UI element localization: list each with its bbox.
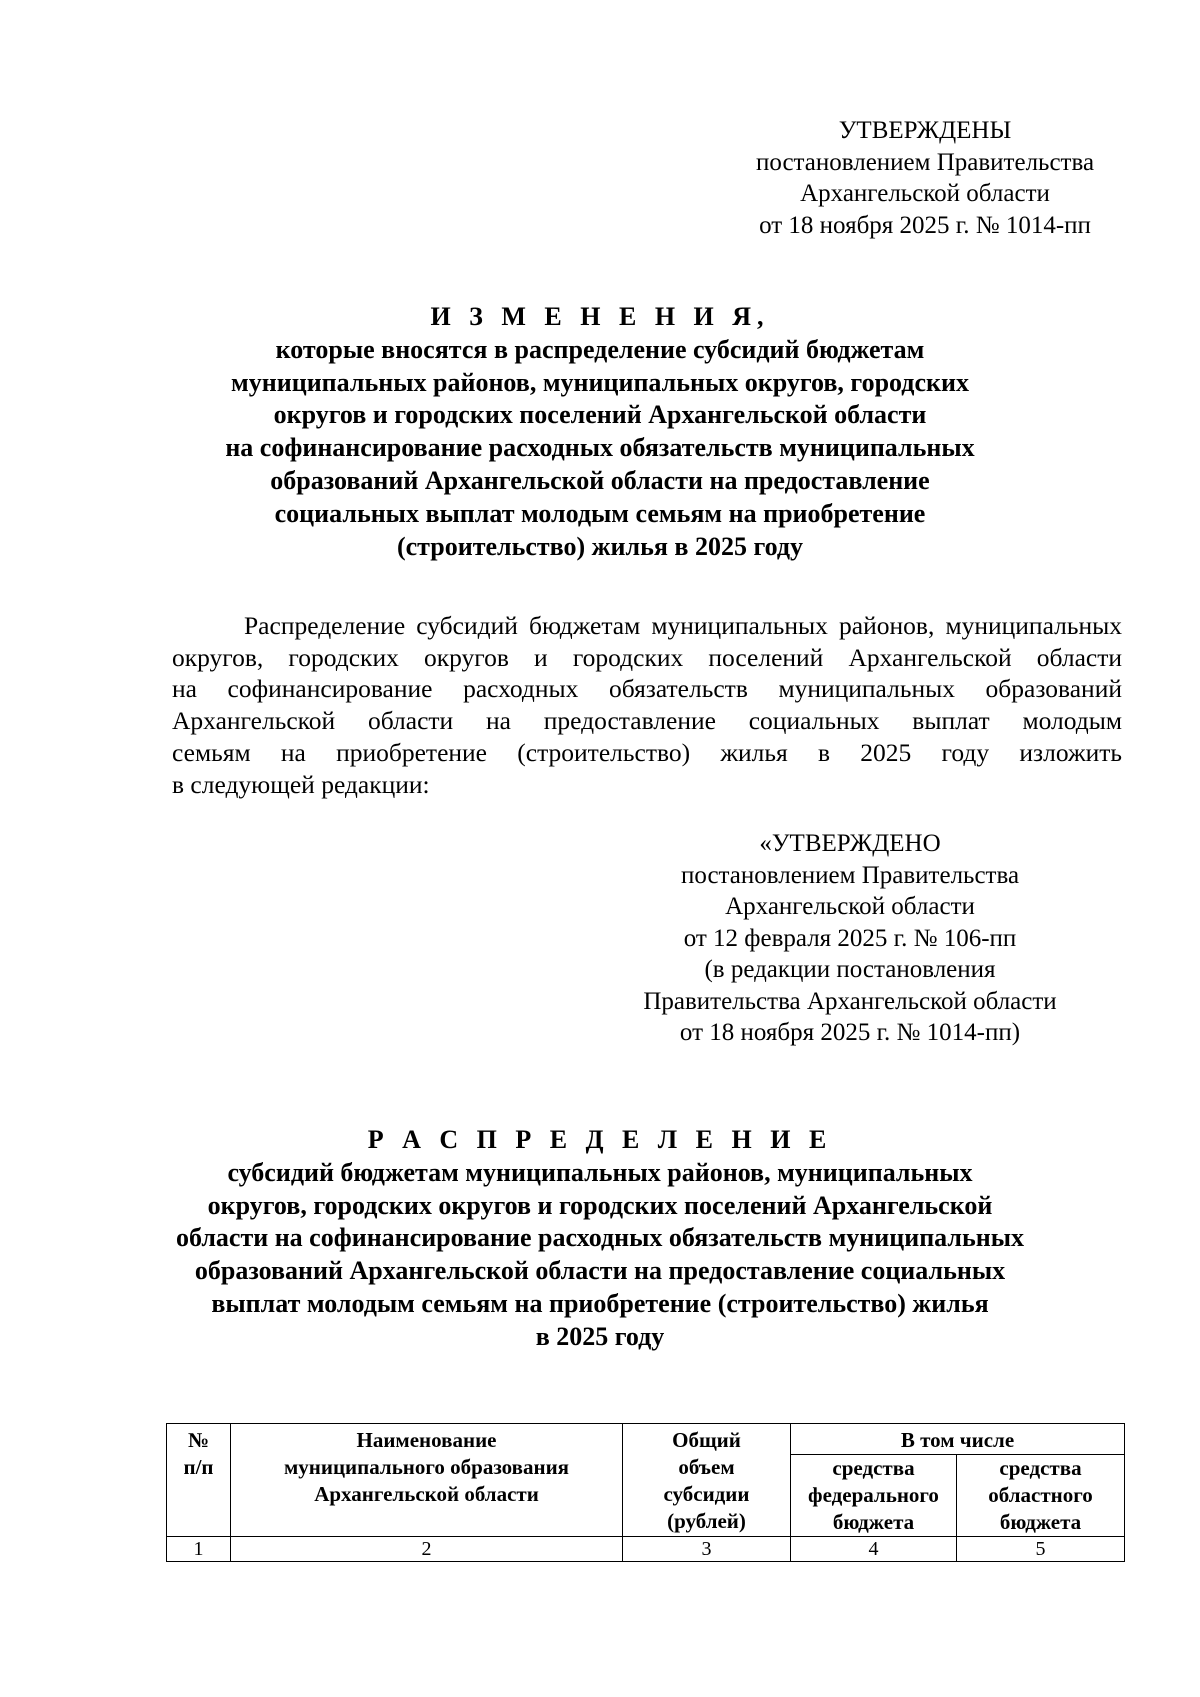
paragraph-line: на софинансирование расходных обязательств муниципальных образований [172, 674, 1122, 704]
column-number: 4 [791, 1537, 957, 1562]
title-line: муниципальных районов, муниципальных округов, городских [231, 367, 969, 397]
column-number: 2 [231, 1537, 623, 1562]
approval-line: постановлением Правительства [680, 861, 1020, 889]
changes-heading: И З М Е Н Е Н И Я, [430, 302, 770, 331]
title-line: образований Архангельской области на предоставление [270, 465, 930, 495]
column-number: 1 [167, 1537, 231, 1562]
body-paragraph [172, 610, 1122, 800]
approval-line: (в редакции постановления [704, 956, 996, 983]
header-line: субсидии [663, 1482, 750, 1506]
title-line: выплат молодым семьям на приобретение (строительство) жилья [211, 1288, 989, 1318]
header-line: средства [832, 1456, 915, 1480]
header-line: средства [999, 1456, 1082, 1480]
approval-line: УТВЕРЖДЕНЫ [838, 117, 1012, 144]
distribution-title [170, 1124, 1030, 1354]
header-federal [791, 1455, 957, 1537]
header-line: Общий [672, 1428, 741, 1452]
paragraph-line: Архангельской области на предоставление социальных выплат молодым [172, 706, 1122, 736]
approval-line: от 12 февраля 2025 г. № 106-пп [683, 924, 1017, 952]
approval-stamp-top [730, 115, 1120, 241]
approval-line: Архангельской области [800, 180, 1050, 207]
column-number: 3 [623, 1537, 791, 1562]
header-number [167, 1424, 231, 1537]
approval-line: Архангельской области [725, 893, 975, 920]
title-line: области на софинансирование расходных обязательств муниципальных [175, 1223, 1025, 1253]
header-line: Архангельской области [314, 1482, 539, 1506]
paragraph-line: в следующей редакции: [172, 769, 430, 799]
approval-line: от 18 ноября 2025 г. № 1014-пп [759, 211, 1091, 239]
column-number-row [167, 1537, 1125, 1562]
distribution-heading: Р А С П Р Е Д Е Л Е Н И Е [367, 1125, 833, 1154]
header-line: муниципального образования [283, 1455, 570, 1479]
header-line: № [187, 1428, 210, 1452]
table-header-row [167, 1424, 1125, 1455]
paragraph-line: округов, городских округов и городских поселений Архангельской области [172, 642, 1122, 672]
header-total [623, 1424, 791, 1537]
changes-title [170, 301, 1030, 563]
column-number: 5 [957, 1537, 1125, 1562]
paragraph-line: Распределение субсидий бюджетам муниципальных районов, муниципальных [244, 611, 1122, 640]
title-line: субсидий бюджетам муниципальных районов, муниципальных [227, 1157, 973, 1187]
approval-stamp-inner [600, 828, 1100, 1049]
header-line: областного [988, 1483, 1093, 1507]
header-line: объем [678, 1455, 735, 1479]
approval-line: от 18 ноября 2025 г. № 1014-пп) [679, 1019, 1021, 1046]
title-line: округов и городских поселений Архангельской области [273, 400, 927, 430]
header-line: Наименование [356, 1428, 497, 1452]
title-line: образований Архангельской области на предоставление социальных [194, 1256, 1006, 1286]
title-line: на софинансирование расходных обязательств муниципальных [225, 433, 975, 463]
header-regional [957, 1455, 1125, 1537]
header-line: п/п [183, 1455, 214, 1479]
header-line: (рублей) [667, 1509, 746, 1533]
title-line: округов, городских округов и городских поселений Архангельской [207, 1190, 993, 1220]
header-line: федерального [808, 1483, 939, 1507]
approval-line: «УТВЕРЖДЕНО [759, 830, 941, 857]
title-line: в 2025 году [535, 1321, 665, 1351]
header-including: В том числе [791, 1424, 1125, 1455]
header-municipality [231, 1424, 623, 1537]
title-line: социальных выплат молодым семьям на приобретение [274, 498, 926, 528]
approval-line: постановлением Правительства [755, 148, 1095, 176]
title-line: которые вносятся в распределение субсидий бюджетам [275, 334, 925, 364]
header-line: бюджета [999, 1510, 1082, 1534]
title-line: (строительство) жилья в 2025 году [396, 531, 804, 561]
header-line: бюджета [832, 1510, 915, 1534]
distribution-table [166, 1423, 1125, 1562]
paragraph-line: семьям на приобретение (строительство) жилья в 2025 году изложить [172, 737, 1122, 767]
approval-line: Правительства Архангельской области [643, 987, 1057, 1015]
